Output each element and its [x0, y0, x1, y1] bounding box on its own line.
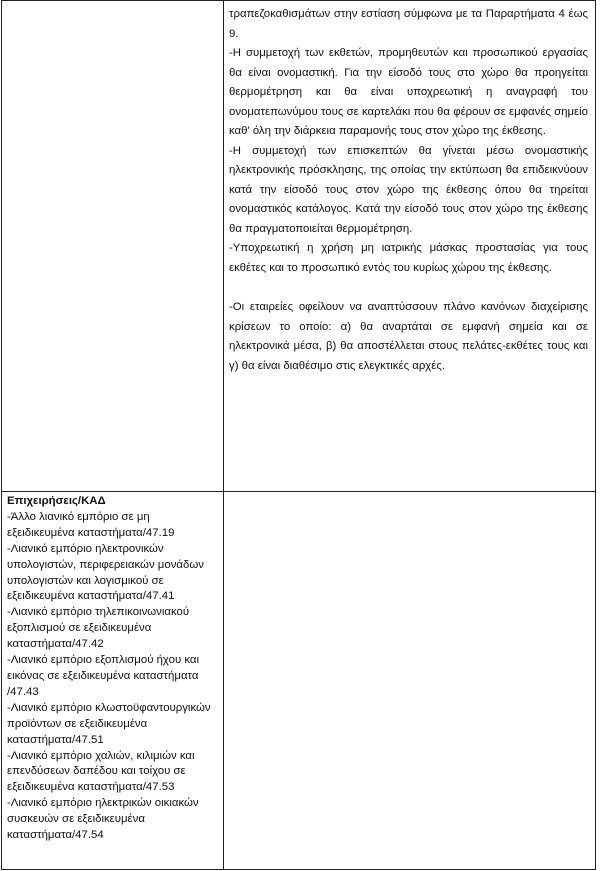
business-item: -Λιανικό εμπόριο ηλεκτρικών οικιακών συσκευών σε εξειδικευμένα καταστήματα/47.54	[7, 797, 199, 842]
business-item: -Λιανικό εμπόριο κλωστοϋφαντουργικών προϊόντων σε εξειδικευμένα καταστήματα/47.51	[7, 701, 211, 746]
businesses-cell	[2, 492, 224, 870]
business-item: -Άλλο λιανικό εμπόριο σε μη εξειδικευμένα καταστήματα/47.19	[7, 510, 175, 539]
measures-table	[1, 0, 596, 870]
measure-paragraph: -Η συμμετοχή των επισκεπτών θα γίνεται μέσω ονομαστικής ηλεκτρονικής πρόσκλησης, της οποίας την εκτύπωση θα επιδεικνύουν κατά την είσοδό τους στον χώρο της έκθεσης όπου θα τηρείται ονομαστικός κατάλογος. Κατά την είσοδό τους στον χώρο της έκθεσης θα πραγματοποιείται θερμομέτρηση.	[229, 144, 588, 235]
business-item: -Λιανικό εμπόριο ηλεκτρονικών υπολογιστών, περιφερειακών μονάδων υπολογιστών και λογισμικού σε εξειδικευμένα καταστήματα/47.41	[7, 542, 204, 603]
table-row	[2, 492, 596, 870]
business-item: -Λιανικό εμπόριο τηλεπικοινωνιακού εξοπλισμού σε εξειδικευμένα καταστήματα/47.42	[7, 606, 190, 651]
paragraph-spacer	[229, 278, 588, 298]
empty-cell	[224, 492, 596, 870]
business-item: -Λιανικό εμπόριο εξοπλισμού ήχου και εικόνας σε εξειδικευμένα καταστήματα /47.43	[7, 654, 200, 698]
measure-paragraph: -Οι εταιρείες οφείλουν να αναπτύσσουν πλάνο κανόνων διαχείρισης κρίσεων το οποίο: α) θα αναρτάται σε εμφανή σημεία και σε ηλεκτρονικά μέσα, β) θα αποστέλλεται στους πελάτες-εκθέτες τους και γ) θα είναι διαθέσιμο στις ελεγκτικές αρχές.	[229, 301, 588, 372]
empty-cell	[2, 1, 224, 492]
measure-paragraph: -Υποχρεωτική η χρήση μη ιατρικής μάσκας προστασίας για τους εκθέτες και το προσωπικό εντός του κυρίως χώρου της έκθεσης.	[229, 242, 588, 274]
measure-paragraph: τραπεζοκαθισμάτων στην εστίαση σύμφωνα με τα Παραρτήματα 4 έως 9.	[229, 8, 588, 40]
business-item: -Λιανικό εμπόριο χαλιών, κιλιμιών και επενδύσεων δαπέδου και τοίχου σε εξειδικευμένα καταστήματα/47.53	[7, 749, 195, 794]
measure-paragraph: -Η συμμετοχή των εκθετών, προμηθευτών και προσωπικού εργασίας θα είναι ονομαστική. Για την είσοδό τους στο χώρο θα προηγείται θερμομέτρηση και θα είναι υποχρεωτική η αναγραφή του ονοματεπωνύμου τους σε καρτελάκι που θα φέρουν σε εμφανές σημείο καθ' όλη την διάρκεια παραμονής τους στον χώρο της έκθεσης.	[229, 47, 588, 137]
table-row	[2, 1, 596, 492]
measures-cell	[224, 1, 596, 492]
businesses-heading: Επιχειρήσεις/ΚΑΔ	[7, 495, 106, 507]
